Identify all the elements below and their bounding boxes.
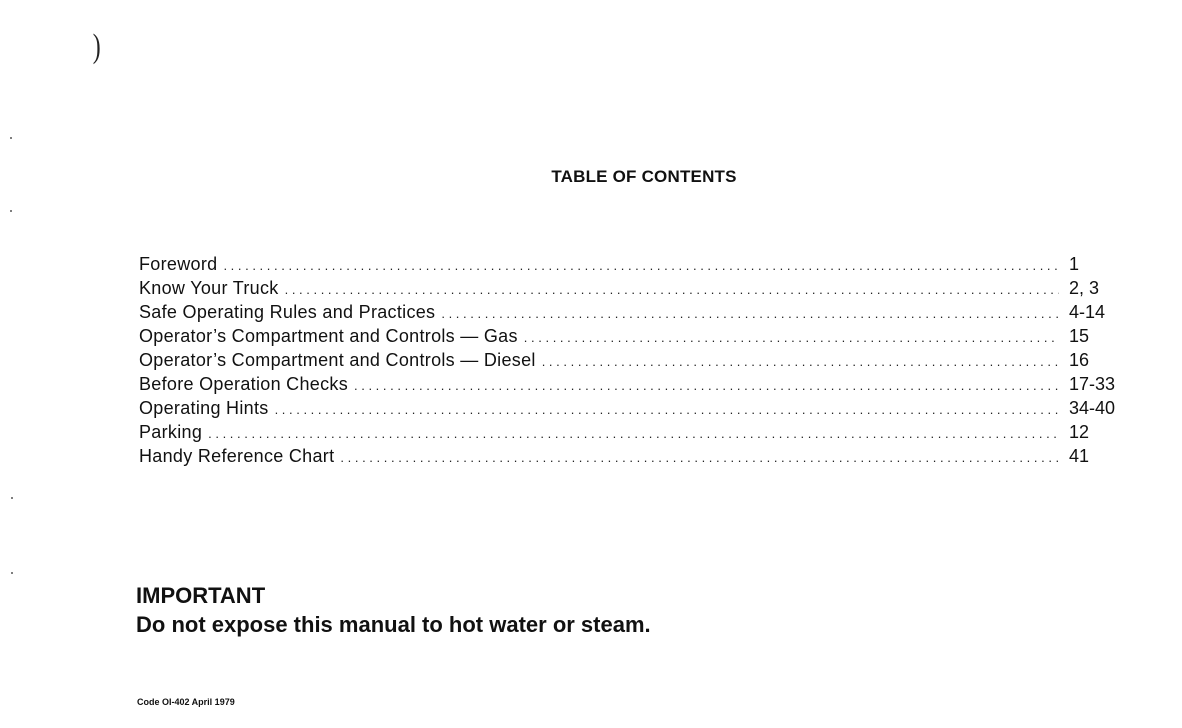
toc-entry [139,348,1131,372]
toc-entry-title: Foreword [139,254,218,274]
toc-entry-page: 1 [1069,254,1080,274]
toc-dot-leader [340,446,1059,470]
scan-speck [10,137,12,139]
toc-entry-title: Operator’s Compartment and Controls — Gas [139,326,518,346]
important-notice [136,582,651,640]
toc-entry [139,372,1131,396]
table-of-contents [139,252,1131,468]
toc-dot-leader [524,326,1059,350]
toc-entry [139,300,1131,324]
toc-dot-leader [542,350,1059,374]
toc-dot-leader [208,422,1059,446]
toc-entry-title: Operator’s Compartment and Controls — Diesel [139,350,536,370]
toc-entry-page: 41 [1069,446,1090,466]
toc-entry-page: 17-33 [1069,374,1116,394]
toc-entry [139,396,1131,420]
toc-entry-page: 15 [1069,326,1090,346]
important-heading: IMPORTANT [136,583,266,608]
toc-entry [139,276,1131,300]
toc-entry-title: Know Your Truck [139,278,279,298]
toc-entry-title: Handy Reference Chart [139,446,335,466]
toc-entry-page: 16 [1069,350,1090,370]
toc-dot-leader [441,302,1059,326]
scan-speck [11,497,13,499]
toc-entry [139,444,1131,468]
margin-parenthesis-mark: ) [92,28,101,65]
toc-entry-title: Parking [139,422,203,442]
toc-entry-page: 2, 3 [1069,278,1100,298]
important-text: Do not expose this manual to hot water or steam. [136,612,651,637]
toc-entry-title: Before Operation Checks [139,374,349,394]
toc-dot-leader [354,374,1059,398]
document-code: Code OI-402 April 1979 [137,697,235,707]
toc-entry [139,420,1131,444]
toc-entry [139,324,1131,348]
toc-entry-title: Safe Operating Rules and Practices [139,302,436,322]
toc-title: TABLE OF CONTENTS [551,167,737,186]
toc-entry [139,252,1131,276]
toc-dot-leader [223,254,1059,278]
toc-entry-page: 12 [1069,422,1090,442]
toc-dot-leader [285,278,1059,302]
scan-speck [11,572,13,574]
toc-entry-title: Operating Hints [139,398,269,418]
toc-entry-page: 34-40 [1069,398,1116,418]
toc-entry-page: 4-14 [1069,302,1106,322]
scan-speck [10,210,12,212]
toc-dot-leader [275,398,1059,422]
